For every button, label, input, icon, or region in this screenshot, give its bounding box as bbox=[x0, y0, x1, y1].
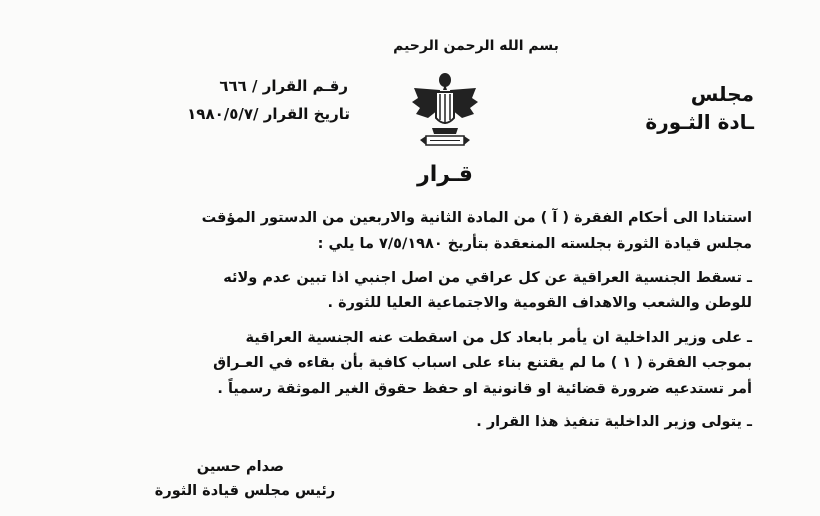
council-name-line2: ـادة الثـورة bbox=[645, 110, 754, 134]
basmala: بسم الله الرحمن الرحيم bbox=[393, 38, 559, 54]
body-line: ـ يتولى وزير الداخلية تنفيذ هذا القرار . bbox=[476, 414, 752, 430]
council-name-line1: مجلس bbox=[690, 82, 754, 106]
document-title: قـرار bbox=[417, 162, 473, 187]
body-line: أمر تستدعيه ضرورة قضائية او قانونية او حفظ حقوق الغير الموثقة رسمياً . bbox=[217, 381, 752, 397]
body-line: بموجب الفقرة ( ١ ) ما لم يقتنع بناء على اسباب كافية بأن بقاءه في العـراق bbox=[213, 355, 752, 371]
body-line: ـ تسقط الجنسية العراقية عن كل عراقي من اصل اجنبي اذا تبين عدم ولائه bbox=[223, 270, 752, 286]
body-line: ـ على وزير الداخلية ان يأمر بابعاد كل من اسقطت عنه الجنسية العراقية bbox=[245, 330, 752, 346]
eagle-emblem-icon bbox=[410, 70, 480, 160]
body-line: للوطن والشعب والاهداف القومية والاجتماعية العليا للثورة . bbox=[327, 295, 752, 311]
signatory-name: صدام حسين bbox=[196, 459, 284, 475]
body-line: استنادا الى أحكام الفقرة ( آ ) من المادة الثانية والاربعين من الدستور المؤقت bbox=[201, 210, 752, 226]
decision-number: رقـم القرار / ٦٦٦ bbox=[219, 77, 348, 95]
signatory-title: رئيس مجلس قيادة الثورة bbox=[154, 483, 336, 499]
decision-date: تاريخ القرار /١٩٨٠/٥/٧ bbox=[187, 105, 350, 123]
body-line: مجلس قيادة الثورة بجلسته المنعقدة بتأريخ ٧/٥/١٩٨٠ ما يلي : bbox=[317, 236, 752, 252]
